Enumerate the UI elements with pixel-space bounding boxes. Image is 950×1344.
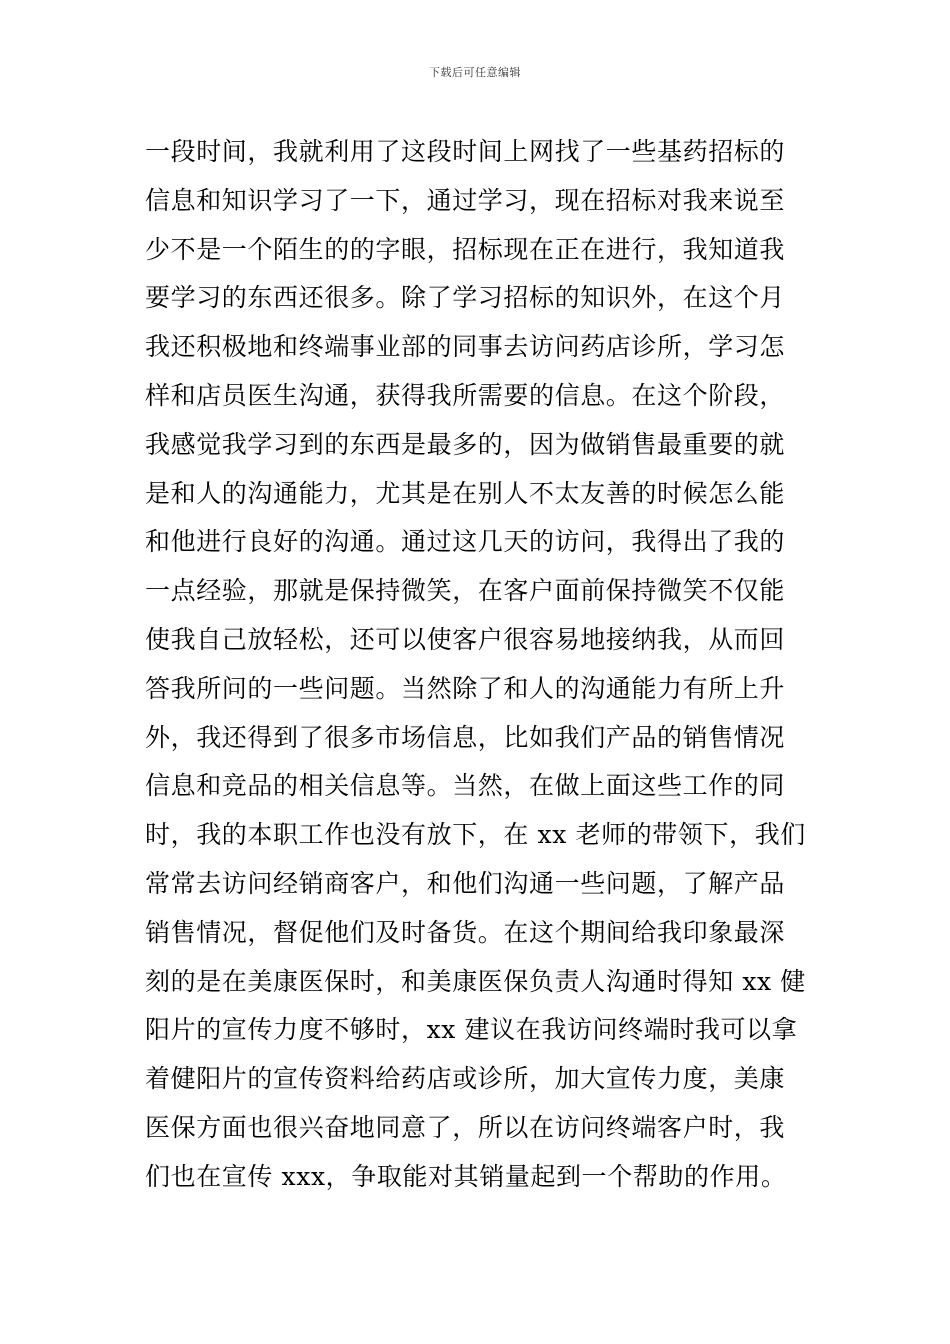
text-line: 一点经验，那就是保持微笑，在客户面前保持微笑不仅能: [145, 576, 786, 606]
text-line: 信息和竞品的相关信息等。当然，在做上面这些工作的同: [145, 771, 786, 801]
text-line: 少不是一个陌生的的字眼，招标现在正在进行，我知道我: [145, 234, 786, 264]
text-line: 答我所问的一些问题。当然除了和人的沟通能力有所上升: [145, 673, 786, 703]
text-line: 样和店员医生沟通，获得我所需要的信息。在这个阶段，: [145, 380, 786, 410]
text-line: 使我自己放轻松，还可以使客户很容易地接纳我，从而回: [145, 624, 786, 654]
text-line: 和他进行良好的沟通。通过这几天的访问，我得出了我的: [145, 527, 786, 557]
document-body: [145, 128, 815, 1202]
text-line: 阳片的宣传力度不够时，xx 建议在我访问终端时我可以拿: [145, 1015, 798, 1045]
text-line: 着健阳片的宣传资料给药店或诊所，加大宣传力度，美康: [145, 1064, 786, 1094]
text-line: 要学习的东西还很多。除了学习招标的知识外，在这个月: [145, 283, 786, 313]
text-line: 常常去访问经销商客户，和他们沟通一些问题，了解产品: [145, 868, 786, 898]
text-line: 们也在宣传 xxx，争取能对其销量起到一个帮助的作用。: [145, 1161, 787, 1191]
page-header: 下载后可任意编辑: [429, 66, 521, 79]
text-line: 医保方面也很兴奋地同意了，所以在访问终端客户时，我: [145, 1112, 786, 1142]
text-line: 我感觉我学习到的东西是最多的，因为做销售最重要的就: [145, 429, 786, 459]
text-line: 是和人的沟通能力，尤其是在别人不太友善的时候怎么能: [145, 478, 786, 508]
text-line: 销售情况，督促他们及时备货。在这个期间给我印象最深: [145, 917, 786, 947]
text-line: 刻的是在美康医保时，和美康医保负责人沟通时得知 xx 健: [145, 966, 806, 996]
text-line: 信息和知识学习了一下，通过学习，现在招标对我来说至: [145, 185, 786, 215]
text-line: 时，我的本职工作也没有放下，在 xx 老师的带领下，我们: [145, 820, 806, 850]
text-line: 外，我还得到了很多市场信息，比如我们产品的销售情况: [145, 722, 786, 752]
text-line: 我还积极地和终端事业部的同事去访问药店诊所，学习怎: [145, 332, 786, 362]
text-line: 一段时间，我就利用了这段时间上网找了一些基药招标的: [145, 137, 786, 166]
